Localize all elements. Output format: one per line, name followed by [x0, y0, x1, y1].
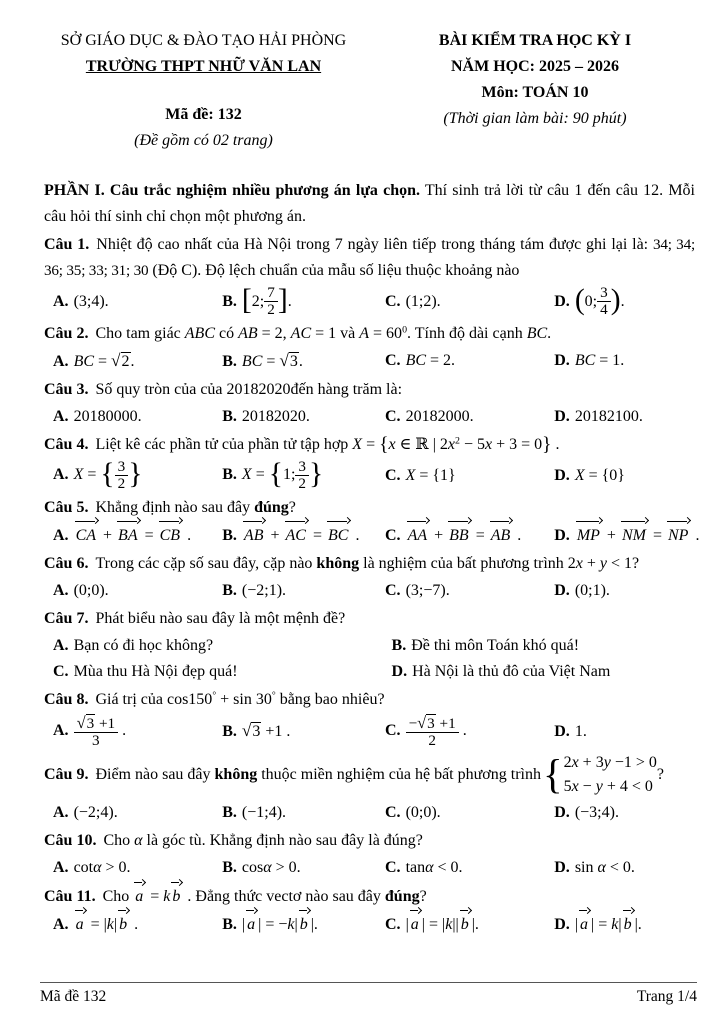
school-name: TRƯỜNG THPT NHỮ VĂN LAN [85, 58, 322, 75]
option-content: X = {1} [405, 466, 456, 484]
question-2 [44, 321, 695, 375]
option-label: C. [385, 804, 401, 822]
options-row [44, 855, 695, 881]
option-A [44, 800, 213, 826]
question-text [44, 828, 695, 854]
option-B [383, 633, 695, 659]
option-label: D. [554, 581, 570, 599]
option-D [545, 348, 695, 374]
option-label: A. [53, 526, 69, 544]
question-text [44, 321, 695, 347]
exam-header [44, 28, 695, 154]
footer-exam-code: Mã đề 132 [40, 988, 107, 1005]
option-content: (−2;4). [73, 804, 118, 822]
option-A [44, 855, 213, 881]
option-B [213, 404, 376, 430]
question-label: Câu 11. [44, 888, 96, 906]
question-body: Liệt kê các phần tử của phần tử tập hợp X = {x ∈ ℝ | $2x^2 - 5x + 3 = 0$} . [95, 434, 560, 456]
question-body: Trong các cặp số sau đây, cặp nào không là nghiệm của bất phương trình 2x + y < 1? [95, 554, 640, 572]
footer-page-number: Trang 1/4 [636, 988, 697, 1005]
question-text [44, 751, 695, 799]
option-content: (0; $\frac{3}{4}$ ). [574, 283, 625, 319]
option-content: a = |k| b . [74, 916, 139, 933]
options-row [44, 800, 695, 826]
option-label: C. [385, 352, 401, 370]
option-A [44, 348, 213, 375]
option-content: CA + BA = CB . [74, 527, 192, 544]
option-D [545, 719, 695, 745]
question-body: Phát biểu nào sau đây là một mệnh đề? [95, 609, 346, 627]
option-content: | a | = k| b |. [575, 916, 642, 933]
option-label: C. [385, 407, 401, 425]
question-text [44, 551, 695, 577]
option-label: C. [385, 859, 401, 877]
option-D [545, 911, 695, 938]
option-label: D. [554, 352, 570, 370]
option-content: X = {1; $\frac{3}{2}$ } [241, 457, 324, 493]
option-content: BC = 1. [574, 352, 625, 370]
question-text [44, 432, 695, 458]
option-B [213, 578, 376, 604]
option-label: B. [222, 292, 237, 310]
options-row [44, 578, 695, 604]
options-row [44, 459, 695, 493]
option-content: 20182100. [574, 407, 643, 425]
question-text [44, 687, 695, 713]
option-label: B. [391, 636, 407, 654]
question-4 [44, 432, 695, 493]
option-D [383, 659, 695, 685]
options-row [44, 633, 695, 685]
question-body: Nhiệt độ cao nhất của Hà Nội trong 7 ngày liên tiếp trong tháng tám được ghi lại là: 34; 34; 36; 35; 33; 31; 30 (Độ C). Độ lệch chuẩn của mẫu số liệu thuộc khoảng nào [44, 236, 695, 279]
page-footer [40, 982, 697, 1008]
question-body: Cho α là góc tù. Khẳng định nào sau đây là đúng? [103, 832, 423, 850]
question-1 [44, 232, 695, 319]
option-label: B. [222, 466, 237, 484]
option-content: (3;4). [73, 292, 109, 310]
part1-heading-bold: PHẦN I. Câu trắc nghiệm nhiều phương án lựa chọn. [44, 182, 420, 199]
question-text [44, 883, 695, 910]
option-label: C. [385, 526, 401, 544]
option-content: 1. [574, 722, 587, 740]
question-label: Câu 7. [44, 609, 89, 627]
option-content: (−3;4). [574, 804, 619, 822]
option-label: C. [385, 722, 401, 740]
exam-title: BÀI KIỂM TRA HỌC KỲ I [438, 32, 632, 49]
option-C [376, 289, 545, 315]
option-content: (−2;1). [241, 581, 287, 599]
option-label: A. [53, 292, 69, 310]
option-content: 20182020. [241, 407, 310, 425]
option-label: A. [53, 804, 69, 822]
option-A [44, 633, 383, 659]
option-content: 20182000. [405, 407, 474, 425]
option-label: A. [53, 352, 69, 370]
question-label: Câu 4. [44, 435, 89, 453]
option-C [376, 911, 545, 938]
exam-code: Mã đề: 132 [165, 106, 242, 123]
header-left-column [44, 28, 363, 154]
option-label: C. [53, 662, 69, 680]
option-label: B. [222, 407, 237, 425]
question-9 [44, 751, 695, 826]
option-B [213, 459, 376, 493]
school-year: NĂM HỌC: 2025 – 2026 [450, 58, 619, 75]
option-content: Bạn có đi học không? [73, 636, 214, 654]
option-content: Mùa thu Hà Nội đẹp quá! [73, 662, 238, 680]
option-label: D. [554, 292, 570, 310]
part1-heading [44, 178, 695, 230]
option-label: A. [53, 466, 69, 484]
option-content: √3 +1 . [241, 721, 291, 741]
question-label: Câu 10. [44, 832, 97, 850]
options-row [44, 522, 700, 549]
option-content: MP + NM = NP . [575, 527, 700, 544]
option-label: B. [222, 916, 237, 934]
option-label: B. [222, 526, 237, 544]
part1-heading-rest: Thí sinh trả lời từ câu 1 đến câu 12. Mỗi câu hỏi thí sinh chỉ chọn một phương án. [44, 182, 696, 225]
option-content: | a | = |k|| b |. [406, 916, 479, 933]
option-label: A. [53, 722, 69, 740]
option-label: D. [554, 804, 570, 822]
option-D [545, 522, 700, 549]
question-label: Câu 9. [44, 766, 89, 784]
options-row [44, 404, 695, 430]
option-label: A. [53, 916, 69, 934]
option-content: BC = √2. [73, 350, 135, 370]
option-label: D. [554, 526, 570, 544]
option-content: tanα < 0. [405, 859, 463, 877]
option-D [545, 855, 695, 881]
option-D [545, 404, 695, 430]
option-label: B. [222, 804, 237, 822]
header-right-column [369, 28, 701, 154]
options-row [44, 714, 695, 750]
question-3 [44, 377, 695, 430]
question-5 [44, 495, 700, 549]
question-body: Giá trị của cos150° + sin 30° bằng bao nhiêu? [95, 689, 385, 708]
option-content: $\frac{-√3 +1}{2}$ . [406, 722, 467, 739]
option-label: D. [554, 916, 570, 934]
option-A [44, 714, 213, 750]
question-11 [44, 883, 695, 938]
option-D [545, 800, 695, 826]
option-label: B. [222, 859, 237, 877]
option-content: BC = √3. [241, 350, 303, 370]
option-content: X = { $\frac{3}{2}$ } [73, 457, 143, 493]
option-label: B. [222, 581, 237, 599]
option-label: A. [53, 859, 69, 877]
option-label: A. [53, 636, 69, 654]
question-text [44, 495, 695, 521]
option-B [213, 911, 376, 938]
option-label: D. [391, 662, 408, 680]
question-label: Câu 5. [44, 498, 89, 516]
question-body: Khẳng định nào sau đây đúng? [95, 498, 296, 516]
option-content: AA + BB = AB . [406, 527, 522, 544]
question-body: Cho a = k b . Đẳng thức vectơ nào sau đây đúng? [103, 888, 427, 905]
option-label: C. [385, 292, 401, 310]
question-10 [44, 828, 695, 881]
question-7 [44, 606, 695, 685]
question-body: Số quy tròn của của 20182020đến hàng trăm là: [95, 380, 403, 398]
option-content: Hà Nội là thủ đô của Việt Nam [412, 662, 611, 680]
option-label: D. [554, 466, 570, 484]
department-name: SỞ GIÁO DỤC & ĐÀO TẠO HẢI PHÒNG [60, 32, 347, 49]
question-body: Điểm nào sau đây không thuộc miền nghiệm của hệ bất phương trình { 2x + 3y −1 > 0 5x − y + 4 < 0 ? [95, 752, 664, 798]
option-content: (0;0). [405, 804, 441, 822]
question-8 [44, 687, 695, 750]
question-text [44, 232, 695, 284]
question-label: Câu 6. [44, 554, 89, 572]
option-B [213, 855, 376, 881]
option-content: $\frac{√3 +1}{3}$ . [74, 722, 127, 739]
option-C [376, 463, 545, 489]
option-B [213, 285, 376, 319]
option-label: C. [385, 466, 401, 484]
options-row [44, 348, 695, 375]
option-label: D. [554, 407, 570, 425]
option-B [213, 718, 376, 745]
questions [44, 231, 700, 940]
option-D [545, 463, 695, 489]
option-A [44, 522, 213, 549]
option-B [213, 800, 376, 826]
option-label: A. [53, 407, 69, 425]
option-A [44, 289, 213, 315]
duration: (Thời gian làm bài: 90 phút) [443, 110, 627, 127]
option-content: 20180000. [73, 407, 142, 425]
option-content: AB + AC = BC . [242, 527, 360, 544]
question-label: Câu 8. [44, 690, 89, 708]
option-C [376, 522, 545, 549]
option-content: (3;−7). [405, 581, 450, 599]
option-C [376, 800, 545, 826]
option-B [213, 348, 376, 375]
question-text [44, 377, 695, 403]
option-content: | a | = −k| b |. [242, 916, 318, 933]
question-label: Câu 2. [44, 324, 89, 342]
question-6 [44, 551, 695, 604]
option-content: sin α < 0. [574, 859, 635, 877]
option-label: A. [53, 581, 69, 599]
option-label: B. [222, 352, 237, 370]
option-C [376, 404, 545, 430]
options-row [44, 285, 695, 319]
option-content: cotα > 0. [73, 859, 131, 877]
option-label: D. [554, 859, 570, 877]
option-label: C. [385, 916, 401, 934]
option-content: (0;0). [73, 581, 109, 599]
option-C [376, 855, 545, 881]
option-content: cosα > 0. [241, 859, 301, 877]
option-label: D. [554, 722, 570, 740]
option-content: Đề thi môn Toán khó quá! [411, 636, 580, 654]
options-row [44, 911, 695, 938]
option-label: B. [222, 723, 237, 741]
option-C [44, 659, 383, 685]
question-body: Cho tam giác ABC có AB = 2, AC = 1 và $A = 60^0$. Tính độ dài cạnh BC. [95, 324, 552, 342]
subject: Môn: TOÁN 10 [481, 84, 589, 101]
option-D [545, 578, 695, 604]
option-B [213, 522, 376, 549]
option-C [376, 714, 545, 750]
option-A [44, 578, 213, 604]
question-label: Câu 3. [44, 380, 89, 398]
question-label: Câu 1. [44, 236, 90, 253]
option-label: C. [385, 581, 401, 599]
option-A [44, 911, 213, 938]
option-content: (0;1). [574, 581, 610, 599]
option-content: (−1;4). [241, 804, 287, 822]
question-text [44, 606, 695, 632]
option-content: [2; $\frac{7}{2}$ ]. [241, 283, 292, 319]
option-C [376, 578, 545, 604]
option-D [545, 285, 695, 319]
option-content: BC = 2. [405, 352, 456, 370]
option-content: (1;2). [405, 292, 441, 310]
option-content: X = {0} [574, 466, 625, 484]
option-A [44, 459, 213, 493]
pages-note: (Đề gồm có 02 trang) [134, 132, 273, 149]
option-A [44, 404, 213, 430]
option-C [376, 348, 545, 374]
